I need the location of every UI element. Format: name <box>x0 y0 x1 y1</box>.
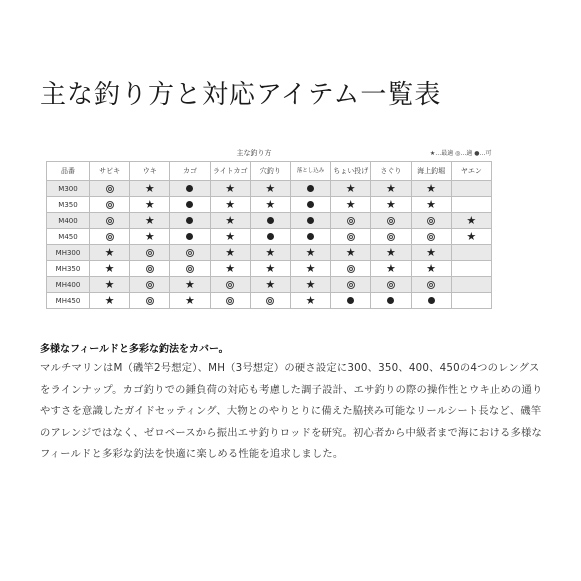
rating-cell <box>451 229 491 245</box>
column-header-method: カゴ <box>170 162 210 181</box>
rating-cell <box>371 261 411 277</box>
rating-cell <box>250 261 290 277</box>
rating-cell <box>210 245 250 261</box>
rating-cell <box>451 245 491 261</box>
rating-cell <box>130 293 170 309</box>
star-icon: ★ <box>185 277 195 291</box>
star-icon: ★ <box>104 245 115 259</box>
rating-cell <box>290 181 330 197</box>
rating-cell <box>250 197 290 213</box>
double-circle-icon <box>387 217 395 225</box>
rating-cell <box>371 181 411 197</box>
star-icon: ★ <box>305 245 316 259</box>
fishing-method-table <box>46 143 492 309</box>
table-row <box>47 197 492 213</box>
rating-cell <box>331 245 371 261</box>
rating-cell <box>250 229 290 245</box>
rating-cell <box>331 213 371 229</box>
model-cell: MH450 <box>47 293 90 309</box>
rating-cell <box>290 197 330 213</box>
star-icon: ★ <box>345 181 356 195</box>
model-cell: MH350 <box>47 261 90 277</box>
section-heading: 多様なフィールドと多彩な釣法をカバー。 <box>40 344 229 355</box>
star-icon: ★ <box>385 261 396 275</box>
column-header-method: ヤエン <box>451 162 491 181</box>
rating-cell <box>451 181 491 197</box>
filled-circle-icon <box>307 201 314 208</box>
table-row <box>47 181 492 197</box>
rating-cell <box>210 213 250 229</box>
rating-cell <box>90 277 130 293</box>
filled-circle-icon <box>186 185 193 192</box>
star-icon: ★ <box>305 261 316 275</box>
rating-cell <box>411 197 451 213</box>
rating-cell <box>411 277 451 293</box>
model-cell: M300 <box>47 181 90 197</box>
star-icon: ★ <box>305 293 316 307</box>
column-header-method <box>290 162 330 181</box>
rating-cell <box>331 261 371 277</box>
rating-cell <box>411 293 451 309</box>
star-icon: ★ <box>345 245 356 259</box>
star-icon: ★ <box>426 261 437 275</box>
column-header-method: ウキ <box>130 162 170 181</box>
rating-cell <box>331 197 371 213</box>
table-row <box>47 245 492 261</box>
column-header-method: 穴釣り <box>250 162 290 181</box>
filled-circle-icon <box>387 297 394 304</box>
double-circle-icon <box>387 233 395 241</box>
column-header-method-label: 落とし込み <box>296 168 325 174</box>
rating-cell <box>331 277 371 293</box>
star-icon: ★ <box>144 213 155 227</box>
rating-cell <box>371 245 411 261</box>
rating-cell <box>451 277 491 293</box>
rating-cell <box>250 245 290 261</box>
group-header-label: 主な釣り方 <box>236 149 272 157</box>
star-icon: ★ <box>225 245 236 259</box>
double-circle-icon <box>106 185 114 193</box>
double-circle-icon <box>146 297 154 305</box>
double-circle-icon <box>387 281 395 289</box>
star-icon: ★ <box>104 293 115 307</box>
star-icon: ★ <box>385 181 396 195</box>
star-icon: ★ <box>385 245 396 259</box>
rating-cell <box>210 293 250 309</box>
double-circle-icon <box>347 265 355 273</box>
star-icon: ★ <box>144 181 155 195</box>
rating-cell <box>290 213 330 229</box>
filled-circle-icon <box>267 217 274 224</box>
star-icon: ★ <box>185 293 195 307</box>
star-icon: ★ <box>144 197 155 211</box>
rating-cell <box>170 261 210 277</box>
column-header-method: さぐり <box>371 162 411 181</box>
rating-cell <box>250 277 290 293</box>
double-circle-icon <box>226 281 234 289</box>
rating-cell <box>130 261 170 277</box>
column-header-method: サビキ <box>90 162 130 181</box>
rating-cell <box>130 245 170 261</box>
compatibility-table <box>46 143 492 309</box>
star-icon: ★ <box>345 197 356 211</box>
rating-cell <box>451 213 491 229</box>
table-row <box>47 261 492 277</box>
rating-cell <box>210 197 250 213</box>
rating-cell <box>371 277 411 293</box>
double-circle-icon <box>427 217 435 225</box>
double-circle-icon <box>146 281 154 289</box>
rating-cell <box>411 261 451 277</box>
rating-cell <box>290 293 330 309</box>
star-icon: ★ <box>426 181 437 195</box>
double-circle-icon <box>226 297 234 305</box>
double-circle-icon <box>186 249 194 257</box>
rating-cell <box>371 197 411 213</box>
column-header-method: 海上釣堀 <box>411 162 451 181</box>
rating-cell <box>90 293 130 309</box>
star-icon: ★ <box>225 213 236 227</box>
double-circle-icon <box>266 297 274 305</box>
rating-cell <box>411 181 451 197</box>
description-text: マルチマリンはM（磯竿2号想定）、MH（3号想定）の硬さ設定に300、350、400、450の4つのレングスをラインナップ。カゴ釣りでの錘負荷の対応も考慮した調子設計、エサ釣りの際の操作性とウキ止めの通りやすさを意識したガイドセッティング、大物とのやりとりに備えた脇挟み可能なリールシート長など、磯竿のアレンジではなく、ゼロベースから振出エサ釣りロッドを研究。初心者から中級者まで海における多様なフィールドと多彩な釣法を快適に楽しめる性能を追求しました。 <box>40 362 543 460</box>
rating-cell <box>170 213 210 229</box>
rating-cell <box>451 261 491 277</box>
rating-cell <box>90 261 130 277</box>
rating-cell <box>170 197 210 213</box>
star-icon: ★ <box>225 197 236 211</box>
model-cell: M400 <box>47 213 90 229</box>
table-row <box>47 277 492 293</box>
star-icon: ★ <box>466 229 477 243</box>
rating-cell <box>90 181 130 197</box>
star-icon: ★ <box>225 229 236 243</box>
star-icon: ★ <box>466 213 477 227</box>
star-icon: ★ <box>305 277 316 291</box>
rating-cell <box>130 213 170 229</box>
double-circle-icon <box>186 265 194 273</box>
star-icon: ★ <box>426 245 437 259</box>
column-header-row <box>47 162 492 181</box>
star-icon: ★ <box>104 261 115 275</box>
star-icon: ★ <box>225 261 236 275</box>
rating-cell <box>290 277 330 293</box>
filled-circle-icon <box>186 217 193 224</box>
star-icon: ★ <box>144 229 155 243</box>
column-header-method: ちょい投げ <box>331 162 371 181</box>
rating-cell <box>170 293 210 309</box>
column-header-method: ライトカゴ <box>210 162 250 181</box>
rating-cell <box>250 293 290 309</box>
star-icon: ★ <box>265 181 276 195</box>
filled-circle-icon <box>307 185 314 192</box>
star-icon: ★ <box>104 277 115 291</box>
filled-circle-icon <box>186 201 193 208</box>
double-circle-icon <box>427 233 435 241</box>
rating-cell <box>371 213 411 229</box>
rating-cell <box>290 245 330 261</box>
rating-cell <box>130 181 170 197</box>
double-circle-icon <box>347 217 355 225</box>
star-icon: ★ <box>265 261 276 275</box>
model-cell: MH400 <box>47 277 90 293</box>
filled-circle-icon <box>307 233 314 240</box>
rating-cell <box>411 245 451 261</box>
model-cell: M350 <box>47 197 90 213</box>
rating-cell <box>210 181 250 197</box>
rating-cell <box>371 293 411 309</box>
double-circle-icon <box>106 201 114 209</box>
rating-cell <box>411 229 451 245</box>
rating-cell <box>90 245 130 261</box>
filled-circle-icon <box>267 233 274 240</box>
rating-cell <box>170 229 210 245</box>
rating-cell <box>451 197 491 213</box>
table-row <box>47 229 492 245</box>
rating-cell <box>371 229 411 245</box>
double-circle-icon <box>347 233 355 241</box>
rating-cell <box>170 245 210 261</box>
star-icon: ★ <box>225 181 236 195</box>
rating-cell <box>210 277 250 293</box>
double-circle-icon <box>427 281 435 289</box>
rating-cell <box>170 181 210 197</box>
rating-cell <box>451 293 491 309</box>
rating-cell <box>411 213 451 229</box>
filled-circle-icon <box>307 217 314 224</box>
rating-cell <box>170 277 210 293</box>
table-group-header <box>47 143 492 162</box>
table-row <box>47 293 492 309</box>
column-header-model: 品番 <box>47 162 90 181</box>
double-circle-icon <box>347 281 355 289</box>
double-circle-icon <box>106 233 114 241</box>
rating-cell <box>331 181 371 197</box>
rating-cell <box>90 197 130 213</box>
rating-cell <box>90 229 130 245</box>
rating-cell <box>331 229 371 245</box>
star-icon: ★ <box>385 197 396 211</box>
star-icon: ★ <box>426 197 437 211</box>
star-icon: ★ <box>265 197 276 211</box>
filled-circle-icon <box>347 297 354 304</box>
rating-cell <box>90 213 130 229</box>
rating-cell <box>130 197 170 213</box>
model-cell: M450 <box>47 229 90 245</box>
rating-cell <box>130 277 170 293</box>
star-icon: ★ <box>265 245 276 259</box>
double-circle-icon <box>146 265 154 273</box>
rating-cell <box>290 261 330 277</box>
rating-cell <box>250 181 290 197</box>
rating-cell <box>130 229 170 245</box>
filled-circle-icon <box>186 233 193 240</box>
rating-cell <box>331 293 371 309</box>
star-icon: ★ <box>265 277 276 291</box>
legend: ★…最適 ◎…適 ●…可 <box>429 150 492 157</box>
double-circle-icon <box>106 217 114 225</box>
double-circle-icon <box>146 249 154 257</box>
table-row <box>47 213 492 229</box>
page-title: 主な釣り方と対応アイテム一覧表 <box>40 80 442 110</box>
rating-cell <box>290 229 330 245</box>
rating-cell <box>210 261 250 277</box>
model-cell: MH300 <box>47 245 90 261</box>
rating-cell <box>250 213 290 229</box>
table-body <box>47 181 492 309</box>
rating-cell <box>210 229 250 245</box>
filled-circle-icon <box>428 297 435 304</box>
